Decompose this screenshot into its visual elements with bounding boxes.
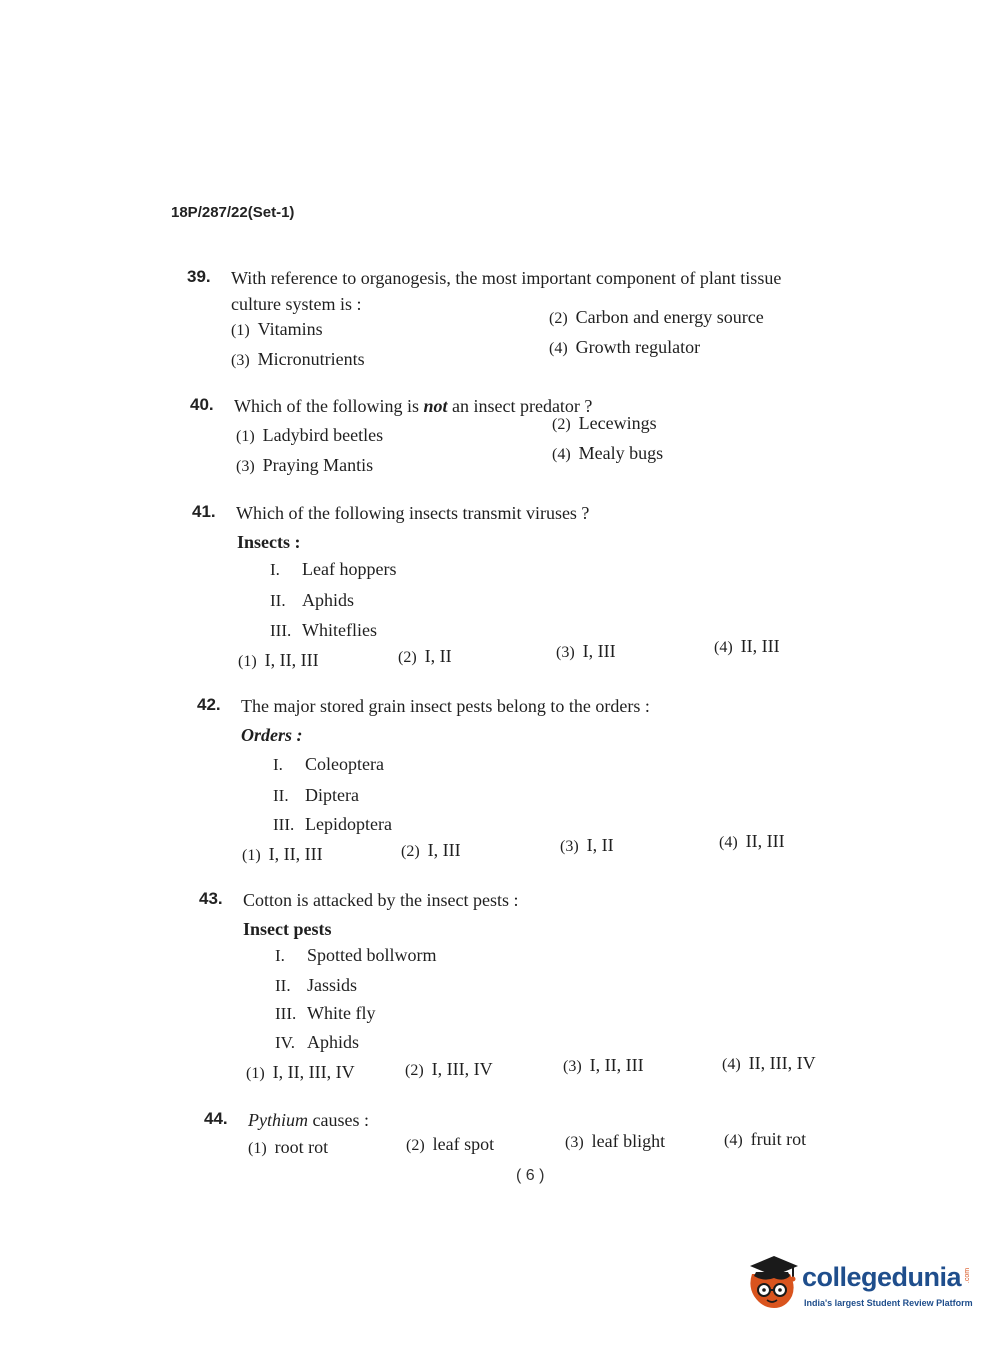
list-item: I. Spotted bollworm: [275, 945, 437, 965]
question-text: Cotton is attacked by the insect pests :: [243, 890, 519, 910]
question-text: With reference to organogesis, the most important component of plant tissue culture system is :: [231, 268, 782, 314]
option-3: (3) I, II, III: [563, 1055, 644, 1075]
option-4: (4) fruit rot: [724, 1129, 807, 1149]
question-number: 44.: [204, 1109, 228, 1128]
list-item: II. Aphids: [270, 590, 355, 610]
list-item: II. Jassids: [275, 975, 358, 995]
option-1: (1) Vitamins: [231, 319, 323, 339]
emphasis-genus: Pythium: [248, 1110, 308, 1130]
list-item: II. Diptera: [273, 785, 359, 805]
option-1: (1) I, II, III, IV: [246, 1062, 355, 1082]
option-3: (3) I, II: [560, 835, 614, 855]
question-text: Pythium causes :: [248, 1110, 369, 1130]
list-item: III. White fly: [275, 1003, 376, 1023]
mascot-icon: [744, 1252, 800, 1312]
option-2: (2) Lecewings: [552, 413, 657, 433]
brand-tagline: India's largest Student Review Platform: [804, 1298, 973, 1308]
option-2: (2) Carbon and energy source: [549, 307, 764, 327]
option-3: (3) Praying Mantis: [236, 455, 374, 475]
question-number: 39.: [187, 267, 211, 286]
list-item: III. Lepidoptera: [273, 814, 392, 834]
question-number: 43.: [199, 889, 223, 908]
question-text: Which of the following is not an insect predator ?: [234, 396, 593, 416]
option-1: (1) I, II, III: [238, 650, 319, 670]
option-1: (1) I, II, III: [242, 844, 323, 864]
question-text: The major stored grain insect pests belong to the orders :: [241, 696, 650, 716]
option-4: (4) II, III: [714, 636, 780, 656]
question-number: 40.: [190, 395, 214, 414]
question-number: 42.: [197, 695, 221, 714]
brand-domain-suffix: .com: [964, 1267, 972, 1284]
option-3: (3) Micronutrients: [231, 349, 365, 369]
section-label: Orders :: [241, 725, 303, 745]
paper-code: 18P/287/22(Set-1): [171, 204, 295, 221]
emphasis-not: not: [423, 396, 448, 416]
option-4: (4) II, III: [719, 831, 785, 851]
brand-name: collegedunia: [802, 1262, 962, 1292]
section-label: Insects :: [237, 532, 301, 552]
option-2: (2) I, III, IV: [405, 1059, 493, 1079]
option-3: (3) leaf blight: [565, 1131, 666, 1151]
section-label: Insect pests: [243, 919, 332, 939]
option-1: (1) Ladybird beetles: [236, 425, 384, 445]
question-number: 41.: [192, 502, 216, 521]
option-2: (2) leaf spot: [406, 1134, 495, 1154]
option-2: (2) I, III: [401, 840, 461, 860]
option-4: (4) Mealy bugs: [552, 443, 664, 463]
option-1: (1) root rot: [248, 1137, 329, 1157]
list-item: III. Whiteflies: [270, 620, 377, 640]
option-3: (3) I, III: [556, 641, 616, 661]
list-item: IV. Aphids: [275, 1032, 360, 1052]
option-4: (4) II, III, IV: [722, 1053, 816, 1073]
page-number: ( 6 ): [516, 1167, 545, 1184]
list-item: I. Leaf hoppers: [270, 559, 397, 579]
option-2: (2) I, II: [398, 646, 452, 666]
brand-watermark: [744, 1250, 974, 1320]
list-item: I. Coleoptera: [273, 754, 384, 774]
question-text: Which of the following insects transmit viruses ?: [236, 503, 590, 523]
option-4: (4) Growth regulator: [549, 337, 701, 357]
